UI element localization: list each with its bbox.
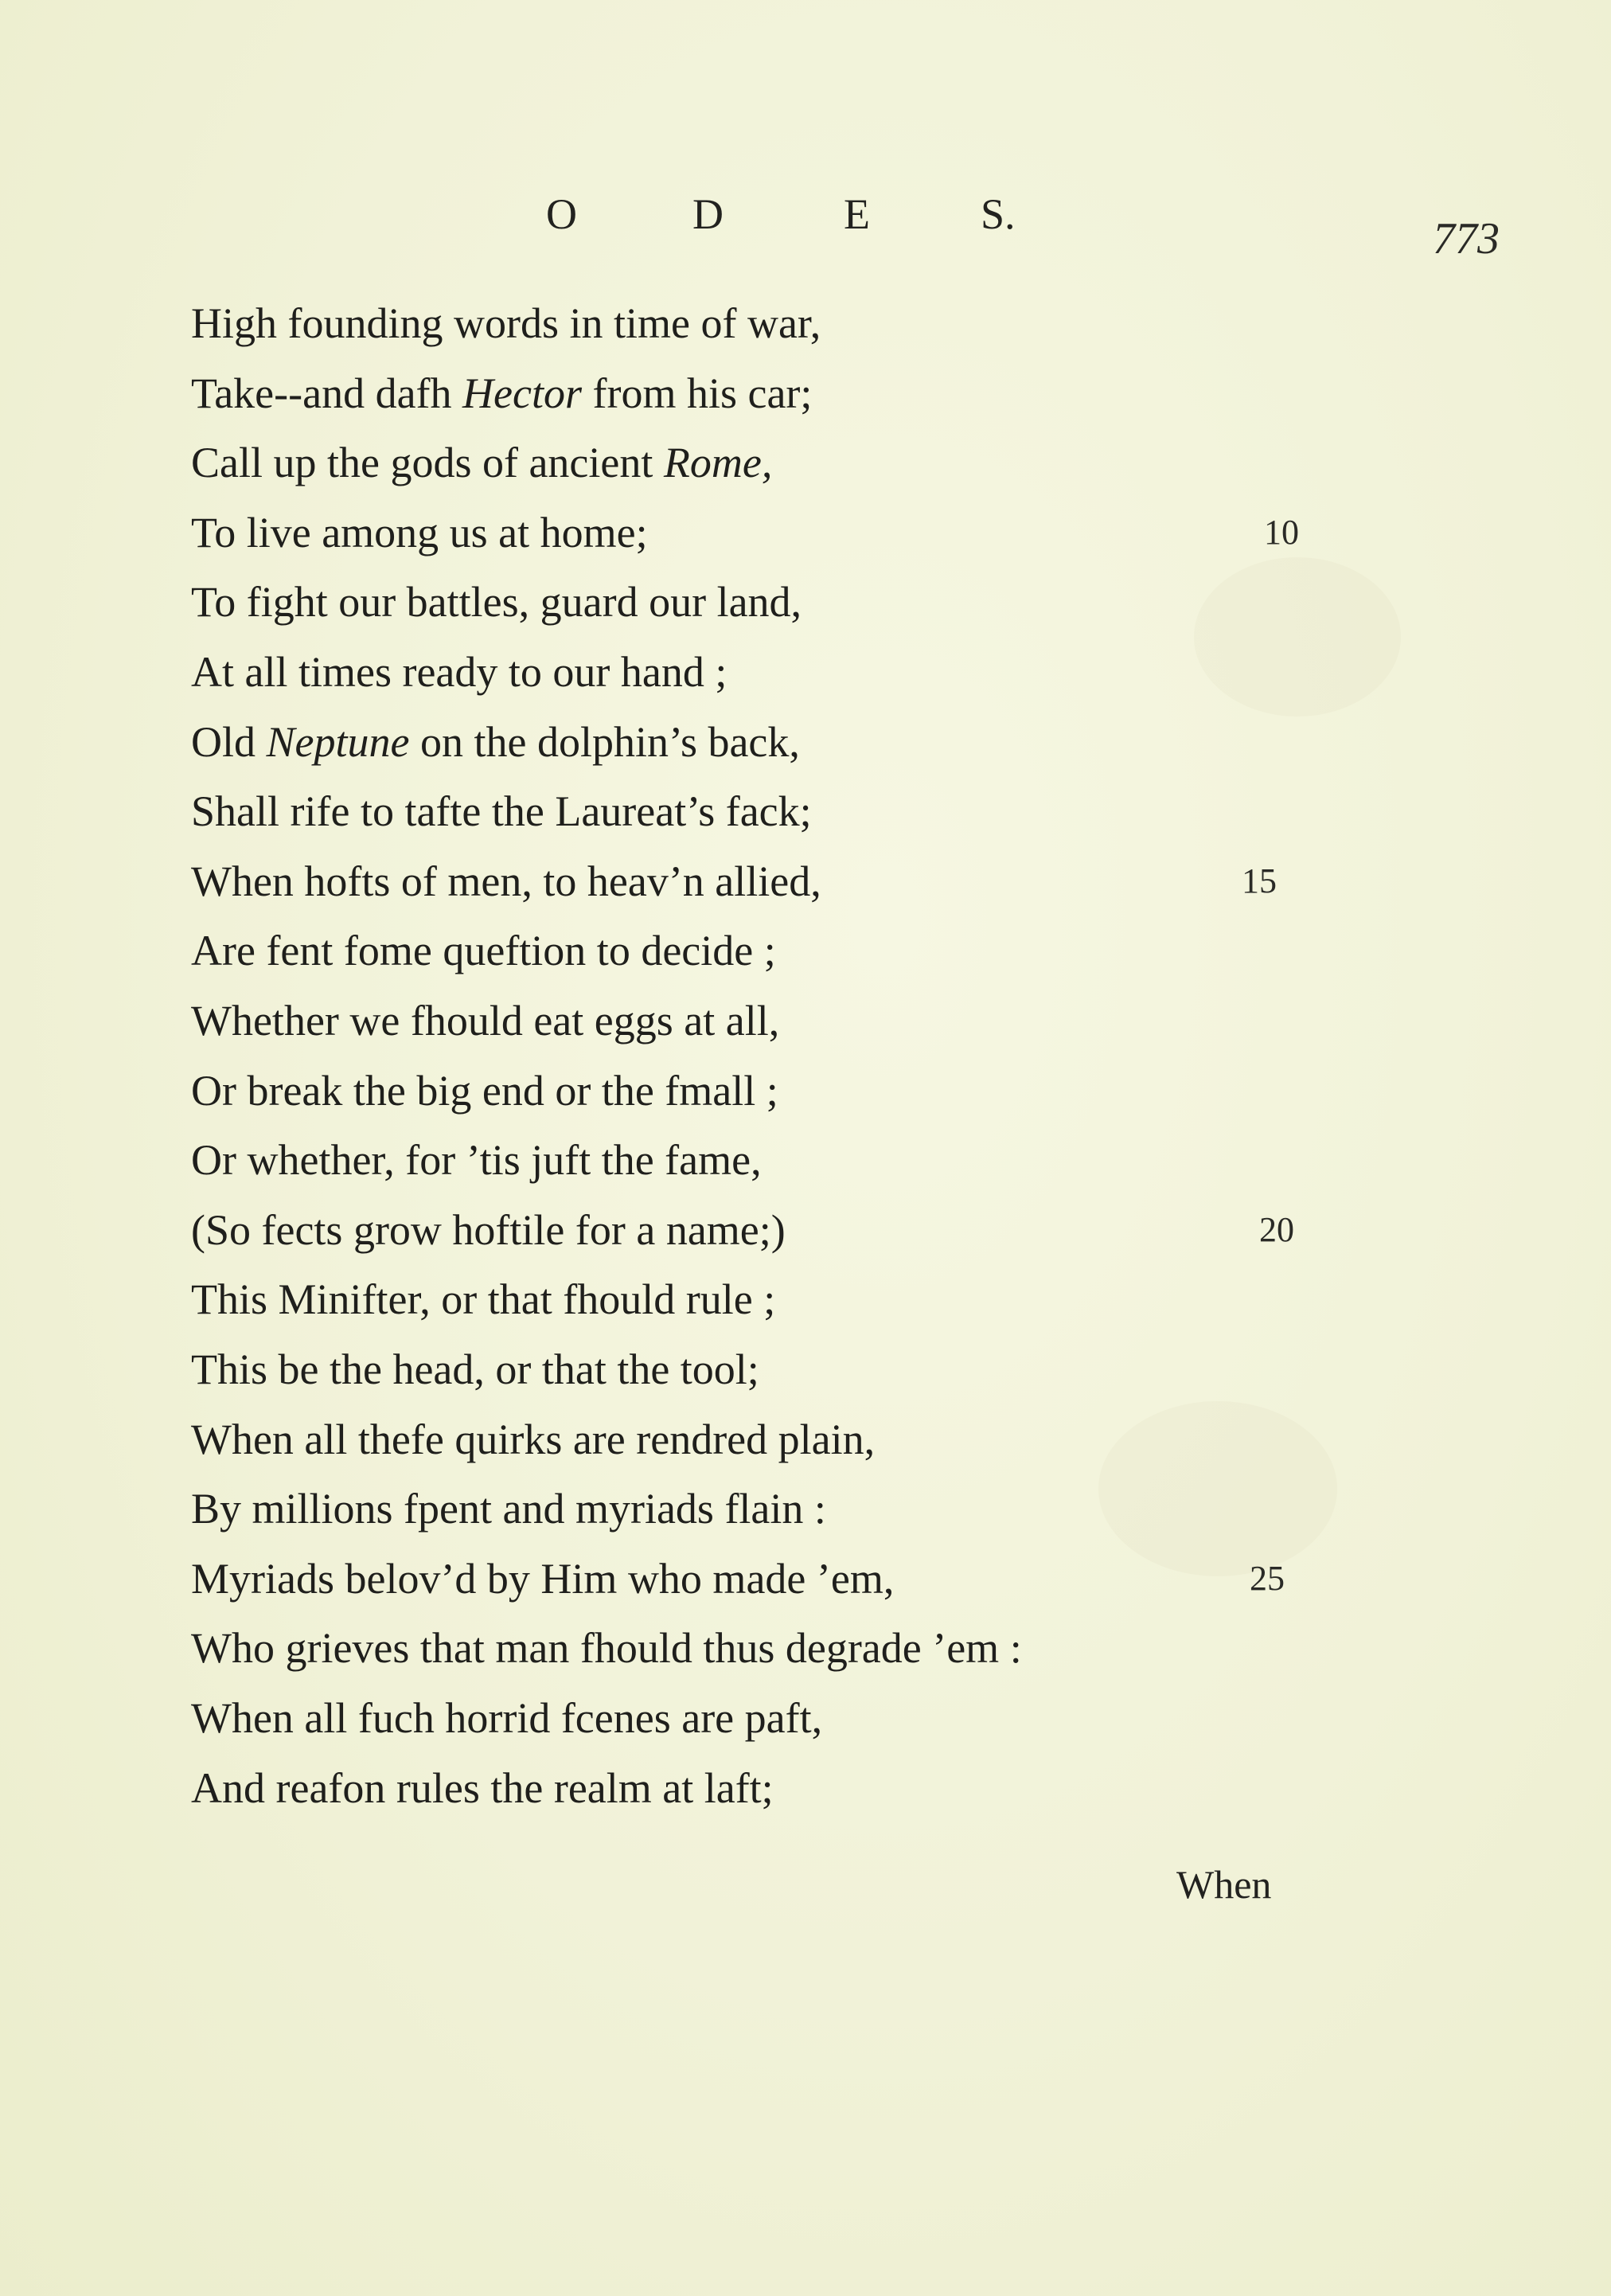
italic-name: Hector bbox=[462, 369, 582, 417]
line-text: Call up the gods of ancient bbox=[191, 439, 664, 486]
poem-line: At all times ready to our hand ; bbox=[191, 648, 727, 696]
line-text: Old bbox=[191, 718, 267, 766]
line-number: 15 bbox=[1242, 861, 1277, 900]
italic-name: Neptune bbox=[266, 718, 410, 766]
poem-line: High founding words in time of war, bbox=[191, 299, 821, 347]
poem-line: This Minifter, or that fhould rule ; bbox=[191, 1275, 776, 1323]
running-head-letter: E bbox=[844, 190, 870, 238]
paper-stain bbox=[1098, 1401, 1337, 1576]
poem-line: Who grieves that man fhould thus degrade ’em : bbox=[191, 1624, 1022, 1672]
running-head-letter: O bbox=[546, 190, 577, 238]
poem-line: To live among us at home; bbox=[191, 509, 648, 556]
poem-line bbox=[191, 710, 800, 774]
poem-line: Whether we fhould eat eggs at all, bbox=[191, 997, 780, 1045]
line-number: 20 bbox=[1259, 1210, 1294, 1249]
paper-stain bbox=[1194, 557, 1401, 717]
line-text: Take--and dafh bbox=[191, 369, 463, 417]
poem-line: By millions fpent and myriads flain : bbox=[191, 1485, 826, 1533]
poem-line: Myriads belov’d by Him who made ’em, bbox=[191, 1555, 895, 1603]
poem-line: Shall rife to tafte the Laureat’s fack; bbox=[191, 787, 812, 835]
page-number: 773 bbox=[1433, 214, 1500, 264]
line-number: 10 bbox=[1264, 513, 1299, 552]
poem-line: And reafon rules the realm at laft; bbox=[191, 1764, 774, 1812]
poem-line: When all thefe quirks are rendred plain, bbox=[191, 1415, 876, 1463]
poem-line: This be the head, or that the tool; bbox=[191, 1345, 759, 1393]
italic-name: Rome, bbox=[663, 439, 773, 486]
poem-line: When all fuch horrid fcenes are paft, bbox=[191, 1694, 823, 1742]
poem-line: Or break the big end or the fmall ; bbox=[191, 1067, 778, 1115]
poem-line bbox=[191, 361, 812, 425]
line-text: from his car; bbox=[582, 369, 813, 417]
running-head-letter: D bbox=[692, 190, 724, 238]
catchword: When bbox=[1176, 1862, 1272, 1907]
line-number: 25 bbox=[1250, 1559, 1285, 1598]
line-text: on the dolphin’s back, bbox=[409, 718, 800, 766]
running-head bbox=[0, 189, 1611, 253]
poem-line bbox=[191, 431, 772, 494]
poem-line: Or whether, for ’tis juft the fame, bbox=[191, 1136, 762, 1184]
poem-line: Are fent fome queftion to decide ; bbox=[191, 927, 776, 974]
running-head-letter: S. bbox=[981, 190, 1016, 238]
poem-line: When hofts of men, to heav’n allied, bbox=[191, 857, 821, 905]
poem-line: To fight our battles, guard our land, bbox=[191, 578, 802, 626]
poem-line: (So fects grow hoftile for a name;) bbox=[191, 1206, 786, 1254]
